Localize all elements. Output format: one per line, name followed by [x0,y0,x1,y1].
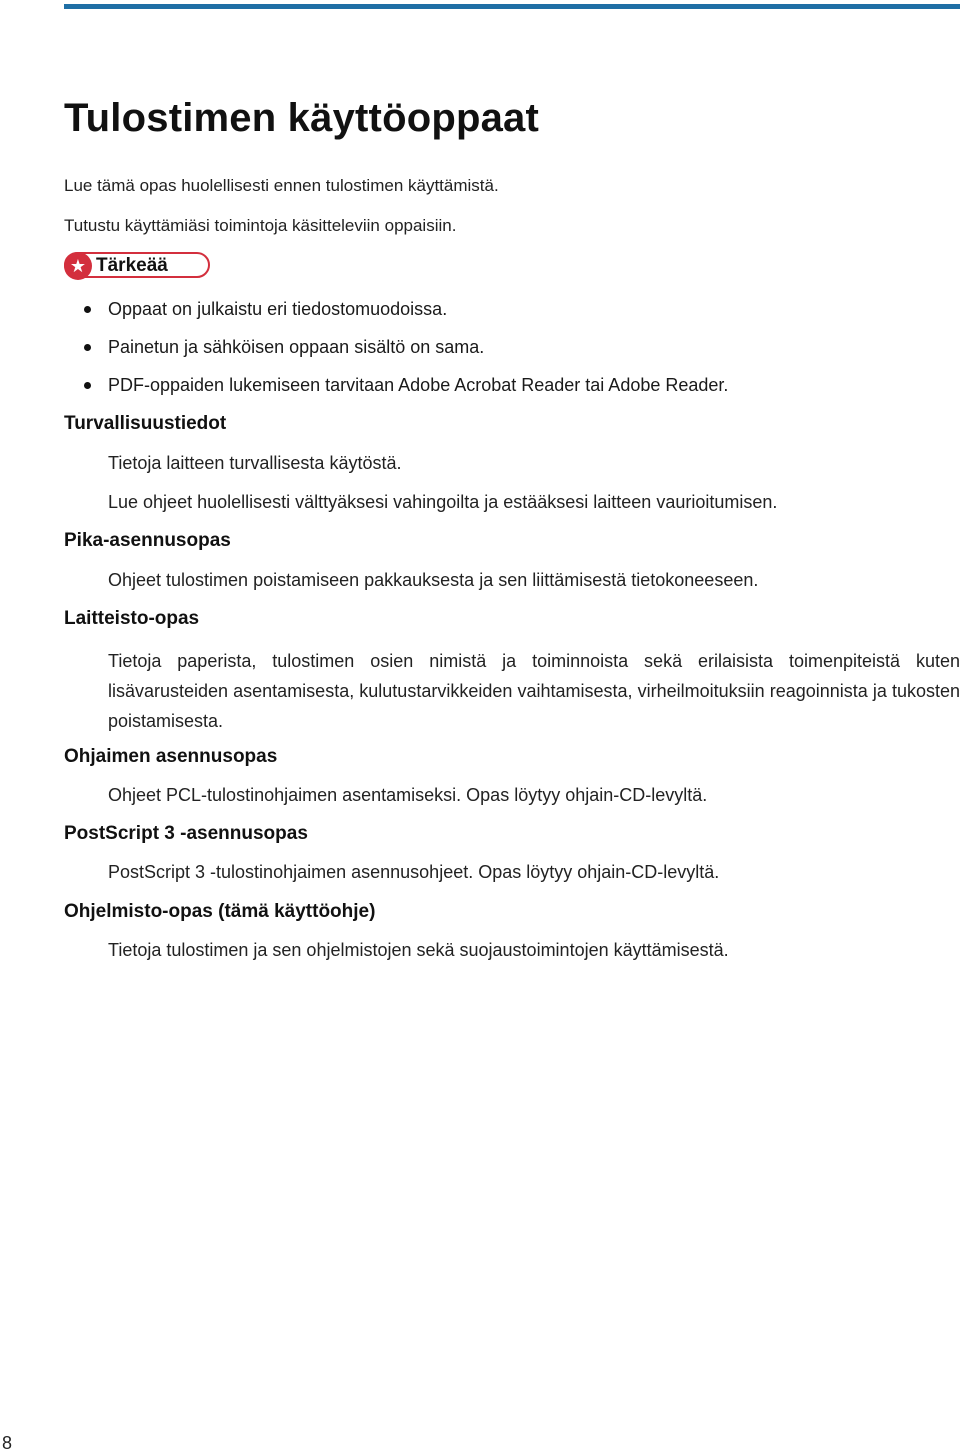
guide-title-safety: Turvallisuustiedot [64,413,227,434]
guide-title-quick-install: Pika-asennusopas [64,530,231,551]
important-label: Tärkeää [96,255,168,276]
list-item [64,296,728,334]
important-bullet-list [64,296,728,410]
guide-title-driver-install: Ohjaimen asennusopas [64,746,278,767]
bullet-text: PDF-oppaiden lukemiseen tarvitaan Adobe Acrobat Reader tai Adobe Reader. [108,375,729,395]
page-number: 8 [2,1433,13,1453]
intro-text-1: Lue tämä opas huolellisesti ennen tulostimen käyttämistä. [64,176,499,195]
bullet-icon [84,382,91,389]
guide-title-postscript: PostScript 3 -asennusopas [64,823,308,844]
page-title: Tulostimen käyttöoppaat [64,96,540,140]
guide-desc-postscript: PostScript 3 -tulostinohjaimen asennusohjeet. Opas löytyy ohjain-CD-levyltä. [108,862,720,882]
list-item [64,372,728,410]
guide-desc-hardware: Tietoja paperista, tulostimen osien nimistä ja toiminnoista sekä erilaisista toimenpiteistä kuten lisävarusteiden asentamisesta, kulutustarvikkeiden vaihtamisesta, virheilmoituksiin reagoinnista ja tukosten poistamisesta. [108,651,960,731]
important-callout [64,252,210,278]
list-item [64,334,728,372]
bullet-icon [84,344,91,351]
header-rule [64,4,960,9]
bullet-text: Oppaat on julkaistu eri tiedostomuodoissa. [108,299,448,319]
guide-desc-safety-1: Tietoja laitteen turvallisesta käytöstä. [108,453,402,473]
guide-title-software: Ohjelmisto-opas (tämä käyttöohje) [64,901,376,922]
bullet-text: Painetun ja sähköisen oppaan sisältö on sama. [108,337,485,357]
bullet-icon [84,306,91,313]
guide-title-hardware: Laitteisto-opas [64,608,200,629]
star-icon: ★ [64,252,92,280]
guide-desc-safety-2: Lue ohjeet huolellisesti välttyäksesi vahingoilta ja estääksesi laitteen vaurioitumisen. [108,492,778,512]
guide-desc-driver-install: Ohjeet PCL-tulostinohjaimen asentamiseksi. Opas löytyy ohjain-CD-levyltä. [108,785,708,805]
intro-text-2: Tutustu käyttämiäsi toimintoja käsitteleviin oppaisiin. [64,216,457,235]
guide-desc-quick-install: Ohjeet tulostimen poistamiseen pakkauksesta ja sen liittämisestä tietokoneeseen. [108,570,759,590]
guide-desc-software: Tietoja tulostimen ja sen ohjelmistojen sekä suojaustoimintojen käyttämisestä. [108,940,729,960]
